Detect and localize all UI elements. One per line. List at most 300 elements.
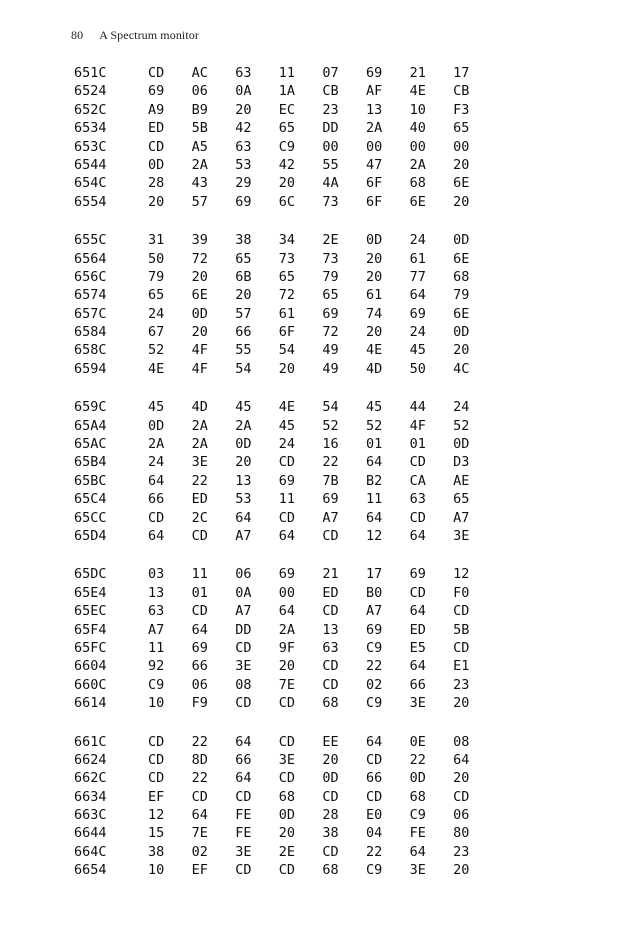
hex-byte: 52 [322,417,339,434]
hex-byte: 2A [235,417,252,434]
hex-block [74,565,497,712]
hex-row [74,806,497,824]
hex-address: 664C [74,843,107,860]
hex-address: 6644 [74,825,107,842]
hex-address: 653C [74,138,107,155]
hex-byte: 22 [191,770,208,787]
hex-byte: 13 [148,584,165,601]
hex-byte: 24 [148,305,165,322]
hex-byte: 73 [322,193,339,210]
hex-byte: 16 [322,436,339,453]
hex-byte: CA [409,472,426,489]
hex-row [74,584,497,602]
hex-byte: 0D [453,324,470,341]
hex-byte: 10 [148,695,165,712]
hex-byte: CD [278,770,296,787]
hex-byte: 38 [148,843,165,860]
hex-byte: 24 [409,232,426,249]
hex-row [74,398,497,416]
hex-byte: 69 [409,305,426,322]
hex-byte: 2A [148,436,165,453]
hex-byte: 4E [365,342,383,359]
hex-byte: 65 [278,120,296,137]
hex-byte: CD [148,65,165,81]
hex-row [74,733,497,751]
hex-byte: CD [365,751,383,768]
hex-address: 663C [74,807,107,824]
hex-byte: 6F [365,193,383,210]
hex-byte: 54 [322,399,339,416]
hex-byte: 64 [278,603,296,620]
hex-byte: 7B [322,472,339,489]
hex-byte: 64 [409,287,426,304]
hex-byte: 23 [322,101,339,118]
hex-byte: 63 [235,65,252,81]
hex-byte: E5 [409,639,426,656]
hex-byte: 0D [148,156,165,173]
hex-byte: 22 [365,843,383,860]
hex-row [74,657,497,675]
hex-block [74,733,497,880]
hex-byte: 64 [409,527,426,544]
hex-byte: 15 [148,825,165,842]
hex-byte: 64 [235,733,252,750]
hex-byte: 12 [365,527,383,544]
hex-byte: 4E [148,360,165,377]
hex-byte: C9 [365,862,383,879]
hex-byte: A7 [322,509,339,526]
hex-address: 65C4 [74,491,107,508]
hex-byte: 0D [409,770,426,787]
hex-row [74,305,497,323]
hex-byte: 45 [235,399,252,416]
hex-row [74,527,497,545]
hex-byte: F3 [453,101,470,118]
hex-address: 65EC [74,603,107,620]
hex-byte: A5 [191,138,208,155]
hex-byte: 68 [409,175,426,192]
hex-byte: C9 [365,639,383,656]
hex-byte: D3 [453,454,470,471]
hex-byte: 20 [365,250,383,267]
hex-byte: 52 [148,342,165,359]
hex-address: 6524 [74,83,107,100]
hex-byte: ED [322,584,339,601]
hex-byte: 42 [278,156,296,173]
hex-byte: CD [453,788,470,805]
hex-byte: 4F [409,417,426,434]
hex-byte: 00 [453,138,470,155]
hex-byte: 03 [148,566,165,583]
hex-byte: 20 [235,101,252,118]
hex-byte: 24 [453,399,470,416]
hex-byte: CD [278,733,296,750]
hex-byte: 66 [235,751,252,768]
hex-byte: 01 [191,584,208,601]
hex-byte: 64 [409,843,426,860]
hex-byte: 64 [278,527,296,544]
hex-row [74,769,497,787]
hex-address: 657C [74,305,107,322]
hex-byte: 12 [453,566,470,583]
hex-address: 65A4 [74,417,107,434]
hex-byte: 31 [148,232,165,249]
hex-address: 65BC [74,472,107,489]
hex-byte: 22 [322,454,339,471]
hex-byte: CD [148,751,165,768]
hex-byte: 40 [409,120,426,137]
hex-byte: 64 [365,733,383,750]
hex-byte: 68 [453,268,470,285]
hex-byte: CD [453,603,470,620]
hex-row [74,156,497,174]
hex-byte: CD [409,454,426,471]
hex-byte: 67 [148,324,165,341]
hex-byte: EF [191,862,208,879]
hex-row [74,602,497,620]
hex-byte: 52 [453,417,470,434]
hex-byte: B9 [191,101,208,118]
hex-byte: 64 [365,454,383,471]
hex-byte: 00 [322,138,339,155]
hex-byte: 69 [191,639,208,656]
hex-byte: 72 [278,287,296,304]
hex-byte: 45 [148,399,165,416]
hex-byte: C9 [278,138,296,155]
hex-row [74,490,497,508]
hex-address: 661C [74,733,107,750]
hex-byte: 3E [278,751,296,768]
hex-byte: 38 [322,825,339,842]
hex-byte: 20 [453,156,470,173]
hex-address: 6574 [74,287,107,304]
hex-byte: 00 [278,584,296,601]
hex-row [74,565,497,583]
hex-byte: 2A [191,156,208,173]
hex-byte: 0D [453,232,470,249]
hex-byte: FE [235,825,252,842]
hex-byte: 06 [235,566,252,583]
hex-byte: 3E [235,658,252,675]
hex-byte: 24 [148,454,165,471]
hex-row [74,101,497,119]
hex-row [74,417,497,435]
hex-byte: 20 [453,695,470,712]
hex-byte: ED [148,120,165,137]
hex-byte: 63 [409,491,426,508]
hex-byte: 20 [453,342,470,359]
hex-row [74,119,497,137]
hex-byte: 52 [365,417,383,434]
hex-byte: 20 [453,193,470,210]
hex-byte: 4F [191,342,208,359]
hex-byte: 01 [365,436,383,453]
hex-row [74,360,497,378]
hex-byte: B2 [365,472,383,489]
hex-row [74,676,497,694]
hex-byte: 68 [322,862,339,879]
hex-byte: 49 [322,342,339,359]
hex-byte: 07 [322,65,339,81]
hex-byte: 63 [148,603,165,620]
hex-byte: 20 [453,862,470,879]
hex-byte: 45 [409,342,426,359]
hex-byte: 63 [322,639,339,656]
hex-byte: 20 [278,360,296,377]
hex-byte: 4D [191,399,208,416]
hex-byte: ED [409,621,426,638]
hex-row [74,138,497,156]
hex-row [74,453,497,471]
hex-byte: CD [191,788,208,805]
hex-address: 65FC [74,639,107,656]
hex-byte: 73 [322,250,339,267]
hex-byte: 4E [409,83,426,100]
page-number: 80 [71,28,84,42]
hex-row [74,341,497,359]
hex-byte: 66 [191,658,208,675]
hex-byte: 0D [191,305,208,322]
hex-byte: 2A [365,120,383,137]
hex-byte: 72 [322,324,339,341]
hex-byte: 28 [322,807,339,824]
hex-byte: 64 [191,621,208,638]
hex-block [74,231,497,378]
hex-byte: CB [322,83,339,100]
hex-byte: 24 [278,436,296,453]
hex-byte: 4A [322,175,339,192]
hex-byte: 6E [453,250,470,267]
hex-byte: 02 [191,843,208,860]
hex-byte: 73 [278,250,296,267]
hex-byte: A7 [365,603,383,620]
hex-byte: 23 [453,843,470,860]
hex-byte: 17 [453,65,470,81]
hex-byte: 21 [322,566,339,583]
hex-byte: 06 [191,83,208,100]
hex-byte: 20 [453,770,470,787]
hex-byte: 69 [322,305,339,322]
hex-byte: 0D [148,417,165,434]
running-head [71,28,199,43]
hex-row [74,64,497,82]
hex-byte: AC [191,65,208,81]
hex-byte: 3E [453,527,470,544]
hex-byte: 22 [409,751,426,768]
hex-byte: CD [148,138,165,155]
hex-byte: 47 [365,156,383,173]
hex-byte: CD [322,788,339,805]
hex-byte: 64 [409,658,426,675]
hex-byte: 66 [365,770,383,787]
hex-byte: 64 [148,472,165,489]
hex-row [74,231,497,249]
hex-byte: 20 [365,324,383,341]
hex-row [74,861,497,879]
hex-byte: CD [322,658,339,675]
hex-byte: 9F [278,639,296,656]
hex-byte: 61 [278,305,296,322]
hex-byte: 22 [191,472,208,489]
hex-byte: 79 [453,287,470,304]
hex-byte: 06 [453,807,470,824]
hex-row [74,788,497,806]
hex-address: 6564 [74,250,107,267]
hex-byte: 2C [191,509,208,526]
hex-address: 6584 [74,324,107,341]
hex-byte: 69 [365,65,383,81]
hex-byte: 20 [235,287,252,304]
hex-byte: 65 [278,268,296,285]
hex-byte: EC [278,101,296,118]
hex-byte: CD [278,695,296,712]
hex-byte: 6E [191,287,208,304]
hex-byte: CD [278,509,296,526]
hex-byte: 64 [191,807,208,824]
hex-byte: 69 [365,621,383,638]
hex-byte: FE [235,807,252,824]
hex-byte: 65 [235,250,252,267]
hex-byte: 38 [235,232,252,249]
hex-byte: 68 [409,788,426,805]
hex-row [74,286,497,304]
hex-byte: 0E [409,733,426,750]
hex-byte: 54 [278,342,296,359]
hex-byte: 72 [191,250,208,267]
hex-byte: 6E [409,193,426,210]
hex-byte: 43 [191,175,208,192]
hex-byte: CD [235,862,252,879]
hex-byte: 68 [322,695,339,712]
hex-byte: 2E [278,843,296,860]
hex-address: 658C [74,342,107,359]
hex-byte: 69 [278,472,296,489]
hex-address: 662C [74,770,107,787]
hex-address: 6614 [74,695,107,712]
hex-byte: 11 [191,566,208,583]
hex-byte: 08 [453,733,470,750]
hex-address: 654C [74,175,107,192]
hex-byte: 0D [235,436,252,453]
hex-address: 6594 [74,360,107,377]
hex-byte: 39 [191,232,208,249]
hex-byte: 66 [235,324,252,341]
hex-byte: 20 [278,175,296,192]
hex-byte: 64 [235,770,252,787]
hex-row [74,639,497,657]
hex-byte: 74 [365,305,383,322]
hex-byte: 17 [365,566,383,583]
hex-byte: 2A [409,156,426,173]
hex-byte: 24 [409,324,426,341]
hex-byte: 6F [278,324,296,341]
hex-byte: 04 [365,825,383,842]
hex-byte: 6C [278,193,296,210]
hex-byte: CD [409,584,426,601]
hex-byte: C9 [409,807,426,824]
hex-byte: 01 [409,436,426,453]
hex-byte: B0 [365,584,383,601]
hex-address: 6634 [74,788,107,805]
hex-row [74,621,497,639]
hex-byte: 3E [235,843,252,860]
hex-byte: 79 [148,268,165,285]
hex-byte: 20 [191,268,208,285]
hex-byte: 65 [322,287,339,304]
hex-byte: C9 [365,695,383,712]
hex-address: 6654 [74,862,107,879]
hex-byte: 0D [322,770,339,787]
hex-byte: 50 [409,360,426,377]
hex-address: 655C [74,232,107,249]
hex-byte: CD [322,603,339,620]
hex-byte: CD [365,788,383,805]
hex-byte: 64 [453,751,470,768]
hex-address: 65E4 [74,584,107,601]
hex-byte: 08 [235,676,252,693]
hex-row [74,174,497,192]
hex-byte: 53 [235,156,252,173]
hex-byte: 55 [322,156,339,173]
hex-byte: CD [235,788,252,805]
hex-byte: 00 [365,138,383,155]
hex-byte: CD [278,454,296,471]
hex-byte: 02 [365,676,383,693]
hex-row [74,435,497,453]
hex-byte: DD [322,120,339,137]
hex-byte: 12 [148,807,165,824]
hex-byte: 6E [453,175,470,192]
hex-byte: CD [322,676,339,693]
hex-byte: 10 [148,862,165,879]
hex-byte: 11 [278,491,296,508]
hex-byte: 68 [278,788,296,805]
hex-byte: 5B [453,621,470,638]
hex-byte: F9 [191,695,208,712]
hex-byte: 10 [409,101,426,118]
hex-byte: 69 [322,491,339,508]
hex-byte: 4D [365,360,383,377]
hex-byte: 2E [322,232,339,249]
hex-byte: 54 [235,360,252,377]
hex-address: 65D4 [74,527,107,544]
hex-byte: 69 [278,566,296,583]
hex-byte: 45 [278,417,296,434]
hex-byte: 22 [191,733,208,750]
hex-byte: E0 [365,807,383,824]
hex-row [74,472,497,490]
hex-byte: 11 [278,65,296,81]
hex-byte: 11 [365,491,383,508]
hex-byte: 3E [409,862,426,879]
hex-address: 65B4 [74,454,107,471]
hex-byte: CD [191,527,208,544]
hex-byte: A7 [453,509,470,526]
hex-byte: 0A [235,83,252,100]
hex-byte: EE [322,733,339,750]
hex-address: 651C [74,65,107,81]
hex-address: 65F4 [74,621,107,638]
hex-byte: 65 [148,287,165,304]
hex-row [74,843,497,861]
hex-byte: 06 [191,676,208,693]
hex-byte: 13 [235,472,252,489]
hex-byte: 20 [235,454,252,471]
hex-byte: 57 [191,193,208,210]
hex-byte: 64 [365,509,383,526]
hex-byte: 64 [409,603,426,620]
hex-row [74,509,497,527]
